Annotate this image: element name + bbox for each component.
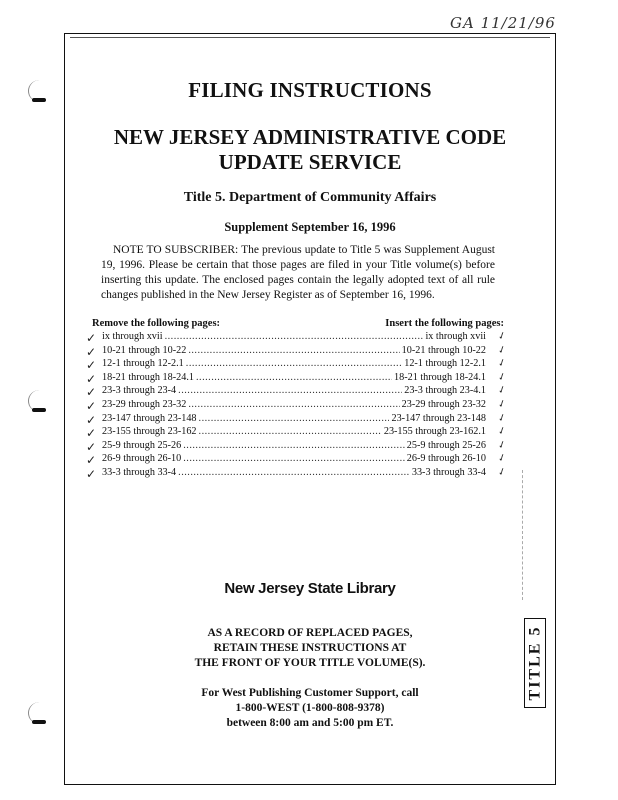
check-mark-icon: ✓ [495,425,508,439]
table-row [86,357,508,373]
title-tab [524,618,546,708]
pages-table [86,318,508,481]
check-mark-icon: ✓ [86,398,97,413]
check-mark-icon: ✓ [86,412,97,427]
check-mark-icon: ✓ [495,343,508,357]
insert-pages: 10-21 through 10-22 [401,344,486,356]
insert-pages: 23-29 through 23-32 [401,398,486,410]
table-row [86,411,508,427]
remove-pages: 23-29 through 23-32 [102,398,187,410]
customer-support [64,686,556,731]
check-mark-icon: ✓ [495,357,508,371]
record-line2: RETAIN THESE INSTRUCTIONS AT [213,642,407,654]
leader-dots [178,467,410,478]
table-row [86,465,508,481]
support-line2: 1-800-WEST (1-800-808-9378) [235,702,385,714]
leader-dots [196,372,392,383]
title-subtitle: Title 5. Department of Community Affairs [183,190,437,205]
page-title: FILING INSTRUCTIONS [188,78,432,102]
support-line3: between 8:00 am and 5:00 pm ET. [226,717,394,729]
remove-pages: 26-9 through 26-10 [102,453,182,465]
insert-pages: 23-155 through 23-162.1 [383,426,486,438]
check-mark-icon: ✓ [495,465,508,480]
check-mark-icon: ✓ [86,385,97,400]
check-mark-icon: ✓ [86,426,97,441]
leader-dots [178,385,402,396]
table-row [86,397,508,413]
remove-pages: 23-155 through 23-162 [102,426,197,438]
code-heading-line2: UPDATE SERVICE [218,150,402,174]
library-stamp: New Jersey State Library [224,580,396,597]
insert-pages: 25-9 through 25-26 [406,439,486,451]
check-mark-icon: ✓ [495,397,508,412]
record-line3: THE FRONT OF YOUR TITLE VOLUME(S). [194,657,426,669]
check-mark-icon: ✓ [86,371,97,386]
leader-dots [165,331,424,342]
remove-pages: 18-21 through 18-24.1 [102,371,194,383]
leader-dots [199,426,382,437]
table-row [86,384,508,400]
table-row [86,343,508,359]
punch-hole-icon [22,388,56,422]
insert-pages: ix through xvii [425,331,486,342]
check-mark-icon: ✓ [86,344,97,359]
insert-pages: 23-147 through 23-148 [391,412,486,424]
insert-pages: 26-9 through 26-10 [406,453,486,465]
leader-dots [183,440,405,451]
insert-pages: 18-21 through 18-24.1 [394,371,486,383]
table-row [86,438,508,454]
code-heading-line1: NEW JERSEY ADMINISTRATIVE CODE [113,125,507,149]
insert-pages: 12-1 through 12-2.1 [404,358,486,370]
leader-dots [199,413,390,424]
check-mark-icon: ✓ [495,411,508,425]
supplement-date: Supplement September 16, 1996 [224,220,396,234]
table-row [86,329,508,345]
check-mark-icon: ✓ [86,358,97,373]
table-row [86,452,508,468]
leader-dots [188,399,399,410]
table-header [92,318,504,329]
punch-hole-icon [22,78,56,112]
remove-pages: 23-147 through 23-148 [102,412,197,424]
remove-pages: 10-21 through 10-22 [102,344,187,356]
check-mark-icon: ✓ [495,438,508,452]
check-mark-icon: ✓ [86,453,97,468]
check-mark-icon: ✓ [86,331,97,345]
check-mark-icon: ✓ [86,439,97,454]
frame-rule [70,37,550,38]
table-row [86,425,508,441]
handwritten-initials: GA 11/21/96 [450,14,556,32]
title-tab-label: TITLE 5 [526,625,544,701]
punch-hole-icon [22,700,56,734]
insert-header: Insert the following pages: [385,318,504,329]
table-rows [86,329,508,481]
remove-pages: 23-3 through 23-4 [102,385,177,397]
record-line1: AS A RECORD OF REPLACED PAGES, [207,627,413,639]
remove-pages: 25-9 through 25-26 [102,439,182,451]
insert-pages: 23-3 through 23-4.1 [404,385,486,397]
remove-pages: 33-3 through 33-4 [102,466,177,478]
support-line1: For West Publishing Customer Support, call [201,687,419,699]
check-mark-icon: ✓ [495,452,508,466]
insert-pages: 33-3 through 33-4 [411,466,486,478]
check-mark-icon: ✓ [86,466,97,481]
check-mark-icon: ✓ [495,384,508,398]
code-heading [64,125,556,175]
remove-pages: 12-1 through 12-2.1 [102,358,184,370]
check-mark-icon: ✓ [495,370,508,384]
remove-header: Remove the following pages: [92,318,221,329]
subscriber-note: NOTE TO SUBSCRIBER: The previous update to Title 5 was Supplement August 19, 1996. Please be certain that those pages are filed in your Title volume(s) before inserting this update. The enclosed pages contain the legally adopted text of all rule changes published in the New Jersey Register as of September 16, 1996. [101,244,495,301]
leader-dots [188,345,399,356]
leader-dots [186,358,402,369]
leader-dots [183,453,405,464]
check-mark-icon: ✓ [495,329,508,344]
record-instructions [64,626,556,671]
remove-pages: ix through xvii [102,331,163,342]
table-row [86,370,508,386]
